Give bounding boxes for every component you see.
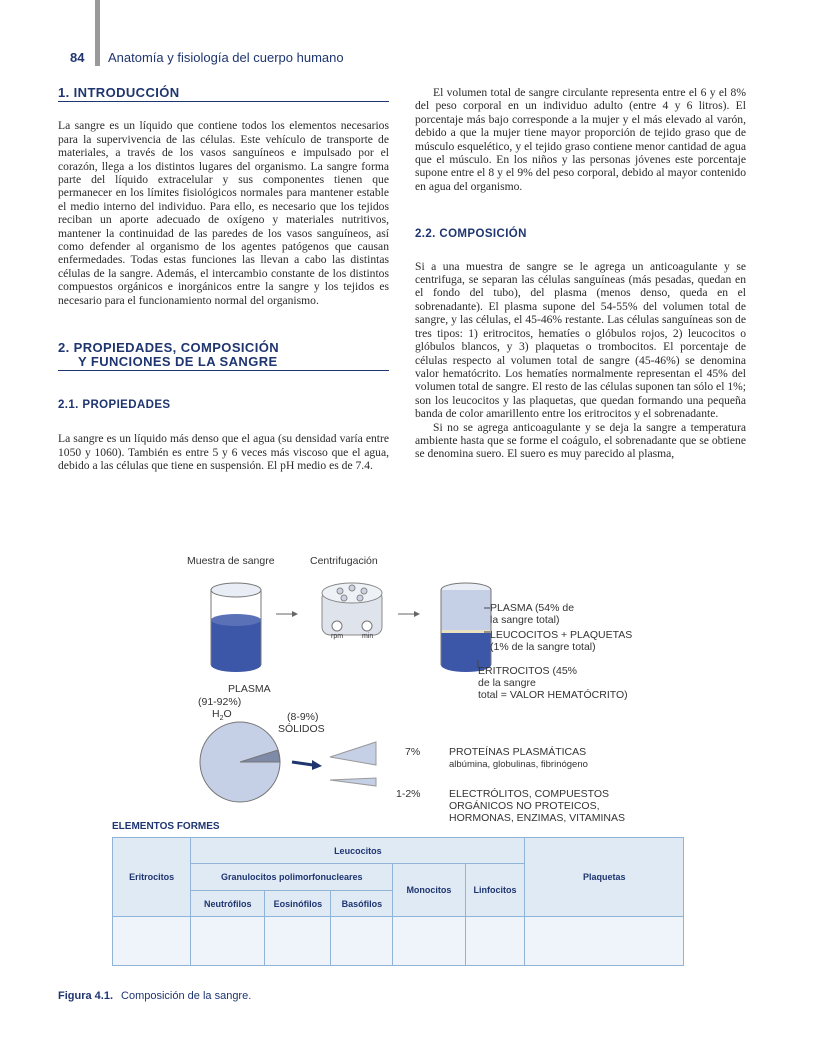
- section-1-title: 1. INTRODUCCIÓN: [58, 86, 389, 102]
- centrifuge-icon: [322, 583, 382, 635]
- volume-paragraph: El volumen total de sangre circulante representa entre el 6 y el 8% del peso corporal en un individuo adulto (entre 4 y 6 litros). El porcentaje más bajo corresponde a la mujer y el más elevado al varón, debido a que la mujer tiene mayor proporción de tejido graso que de músculo esquelético, y el tejido graso contiene menor cantidad de agua que el músculo. En los niños y las personas jóvenes este porcentaje supone entre el 8 y el 9% del peso corporal, debido al mayor contenido en agua del organismo.: [415, 86, 746, 193]
- pie-water-label: $H_2O$: [212, 708, 232, 723]
- min-label: min: [362, 633, 374, 640]
- eri-line-1: ERITROCITOS (45%: [478, 665, 577, 677]
- protein-subtitle: albúmina, globulinas, fibrinógeno: [449, 759, 588, 770]
- cell-monocitos: [393, 917, 465, 966]
- composition-paragraph-1: Si a una muestra de sangre se le agrega un anticoagulante y se centrifuga, se separan las células sanguíneas (más pesadas, quedan en el fondo del tubo), del plasma (menos denso, queda en el sobrenadante). El plasma supone del 54-55% del volumen total de sangre, y las células, el 45-46% restante. Las células sanguíneas son de tres tipos: 1) eritrocitos, hematíes o glóbulos rojos, 2) leucocitos o glóbulos blancos, y 3) plaquetas o trombocitos. El porcentaje de células respecto al volumen total de sangre (45-46%) se denomina valor hematócrito. Los hematíes normalmente representan el 45% del volumen total de sangre. El resto de las células suponen tan sólo el 1%; son los leucocitos y las plaquetas, que quedan formando una pequeña banda de color amarillento entre los eritrocitos y el sobrenadante.: [415, 259, 746, 421]
- elements-title: ELEMENTOS FORMES: [112, 821, 220, 832]
- pie-plasma-pct: (91-92%): [198, 696, 242, 708]
- electrolyte-line-3: HORMONAS, ENZIMAS, VITAMINAS: [449, 812, 625, 824]
- plasma-line-2: la sangre total): [490, 614, 560, 626]
- arrow-1-head: [292, 611, 298, 617]
- caption-text: Composición de la sangre.: [121, 990, 252, 1002]
- cell-eosinofilos: [265, 917, 331, 966]
- th-monocitos: Monocitos: [393, 864, 465, 917]
- centrifuge-label: Centrifugación: [310, 555, 378, 567]
- pie-solids-label: SÓLIDOS: [278, 723, 325, 735]
- th-linfocitos: Linfocitos: [465, 864, 525, 917]
- th-granulocitos: Granulocitos polimorfonucleares: [191, 864, 393, 891]
- cell-eritrocitos: [113, 917, 191, 966]
- page-number: 84: [70, 50, 85, 65]
- cell-linfocitos: [465, 917, 525, 966]
- electrolyte-pct: 1-2%: [396, 788, 421, 800]
- pie-plasma-label: PLASMA: [228, 683, 271, 695]
- plasma-pie-chart: [200, 722, 280, 802]
- electrolyte-wedge: [330, 778, 376, 786]
- th-eritrocitos: Eritrocitos: [113, 838, 191, 917]
- leuco-line-2: (1% de la sangre total): [490, 641, 596, 653]
- intro-paragraph: La sangre es un líquido que contiene todos los elementos necesarios para la supervivencia de las células. Este vehículo de transporte de materiales, a través de los vasos sanguíneos e impulsado por el corazón, llega a los distintos lugares del organismo. La sangre forma parte del líquido extracelular y sus componentes tienen que permanecer en los límites fisiológicos normales para mantener estable el medio interno del individuo. Para ello, es necesario que los tejidos reciban un aporte adecuado de oxígeno y materiales nutritivos, mantener la continuidad de las paredes de los vasos sanguíneos, así como defender al organismo de los agentes patógenos que causan enfermedades. Todas estas funciones las llevan a cabo las distintas células de la sangre. Además, el intercambio constante de los distintos compuestos orgánicos e inorgánicos entre la sangre y los tejidos es necesario para el funcionamiento normal del organismo.: [58, 119, 389, 307]
- th-leucocitos: Leucocitos: [191, 838, 525, 864]
- protein-title: PROTEÍNAS PLASMÁTICAS: [449, 746, 587, 758]
- sample-tube: [211, 583, 261, 672]
- figure-caption: [58, 990, 251, 1002]
- th-neutrofilos: Neutrófilos: [191, 891, 265, 917]
- caption-label: Figura 4.1.: [58, 990, 114, 1002]
- composition-paragraph-2: Si no se agrega anticoagulante y se deja la sangre a temperatura ambiente hasta que se forme el coágulo, el sobrenadante que se obtiene se denomina suero. El suero es muy parecido al plasma,: [415, 420, 746, 461]
- sample-label: Muestra de sangre: [187, 555, 275, 567]
- leuco-line-1: LEUCOCITOS + PLAQUETAS: [490, 629, 633, 641]
- pie-arrow: [292, 762, 313, 765]
- electrolyte-line-1: ELECTRÓLITOS, COMPUESTOS: [449, 788, 610, 800]
- eri-line-3: total = VALOR HEMATÓCRITO): [478, 689, 628, 701]
- cell-neutrofilos: [191, 917, 265, 966]
- section-2-title-line-2: Y FUNCIONES DE LA SANGRE: [78, 353, 278, 369]
- protein-pct: 7%: [405, 746, 421, 758]
- plasma-line-1: PLASMA (54% de: [490, 602, 575, 614]
- section-2-2-title: 2.2. COMPOSICIÓN: [415, 228, 527, 241]
- pie-solids-pct: (8-9%): [287, 711, 319, 723]
- cell-plaquetas: [525, 917, 684, 966]
- rpm-label: rpm: [331, 633, 344, 640]
- running-title: Anatomía y fisiología del cuerpo humano: [108, 50, 344, 65]
- electrolyte-line-2: ORGÁNICOS NO PROTEICOS,: [449, 800, 600, 812]
- section-2-1-title: 2.1. PROPIEDADES: [58, 398, 171, 411]
- cell-basofilos: [331, 917, 393, 966]
- protein-wedge: [330, 742, 376, 765]
- eri-line-2: de la sangre: [478, 677, 536, 689]
- th-plaquetas: Plaquetas: [525, 838, 684, 917]
- separated-tube: [441, 583, 491, 672]
- arrow-2-head: [414, 611, 420, 617]
- th-basofilos: Basófilos: [331, 891, 393, 917]
- th-eosinofilos: Eosinófilos: [265, 891, 331, 917]
- section-2-title-line-1: 2. PROPIEDADES, COMPOSICIÓN: [58, 340, 280, 356]
- formed-elements-table: [112, 837, 684, 966]
- properties-paragraph: La sangre es un líquido más denso que el agua (su densidad varía entre 1050 y 1060). También es entre 5 y 6 veces más viscoso que el agua, debido a las células que tiene en suspensión. El pH medio es de 7.4.: [58, 432, 389, 473]
